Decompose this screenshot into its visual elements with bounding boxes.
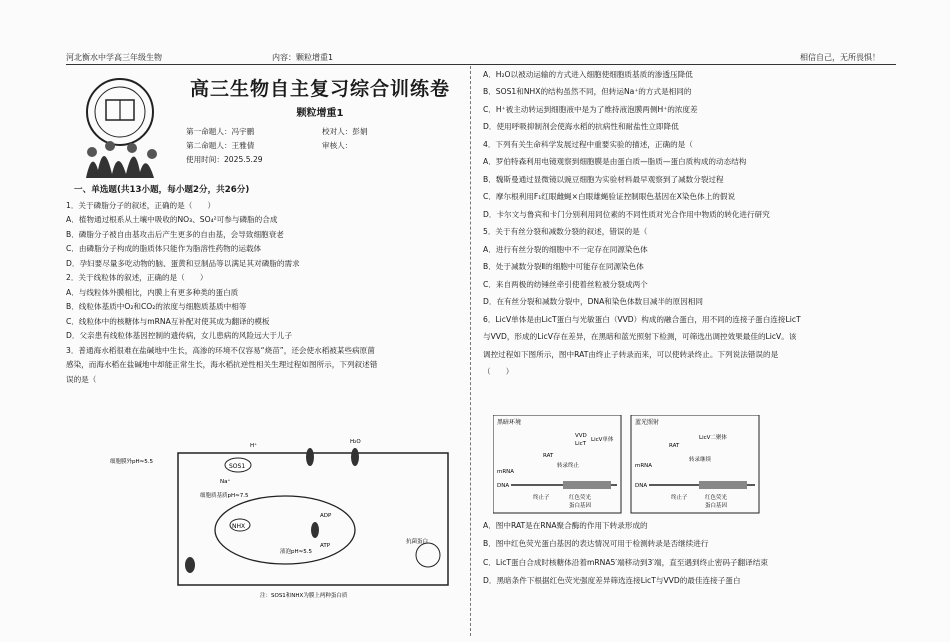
right-column-bottom xyxy=(483,521,893,586)
question-2: 2．关于线粒体的叙述，正确的是（ ） xyxy=(66,273,208,283)
adp-label: ADP xyxy=(320,513,332,519)
vacuole-pump xyxy=(311,522,319,538)
header-motto: 相信自己，无所畏惧！ xyxy=(800,53,880,62)
lict-label: LicT xyxy=(575,441,586,447)
continue-label: 转录继续 xyxy=(689,457,712,463)
question-1-option-b: B．磷脂分子被自由基攻击后产生更多的自由基，会导致细胞衰老 xyxy=(66,229,284,239)
question-6-option-d: D．黑暗条件下根据红色荧光强度差异筛选连接LicT与VVD的最佳连接子蛋白 xyxy=(483,576,741,586)
question-1-option-c: C．由磷脂分子构成的脂质体只能作为脂溶性药物的运载体 xyxy=(66,244,262,254)
column-divider xyxy=(470,66,471,636)
channel-1 xyxy=(306,448,314,466)
question-6-line2: 与VVD，形成的LicV存在差异，在黑暗和蓝光照射下检测，可筛选出调控效果最佳的LicV。该 xyxy=(483,332,797,342)
question-1: 1．关于磷脂分子的叙述，正确的是（ ） xyxy=(66,201,216,210)
q6-figure xyxy=(493,415,813,515)
question-3-line1: 3．普通海水稻很难在盐碱地中生长，高渗的环境不仅容易“烧苗”，还会使水稻被某些病原菌 xyxy=(66,345,375,355)
question-6-line1: 6．LicV单体是由LicT蛋白与光敏蛋白（VVD）构成的融合蛋白，用不同的连接子蛋白连接LicT xyxy=(483,314,801,324)
dna-label-dark: DNA xyxy=(497,483,510,489)
question-4: 4．下列有关生命科学发展过程中重要实验的描述，正确的是（ xyxy=(483,139,693,149)
question-3-option-d: D．使用呼吸抑制剂会使海水稻的抗病性和耐盐性立即降低 xyxy=(483,122,679,132)
vesicle xyxy=(416,543,440,567)
licv-monomer-label: LicV单体 xyxy=(591,437,614,443)
header-content: 内容：颗粒增重1 xyxy=(272,53,334,62)
terminator-label-dark: 终止子 xyxy=(533,495,550,501)
ph-vacuole-label: 液泡pH≈5.5 xyxy=(280,549,312,555)
figure-note: 注：SOS1和NHX为膜上两种蛋白质 xyxy=(260,593,348,599)
water-label: H₂O xyxy=(350,439,361,445)
mrna-label-blue: mRNA xyxy=(635,463,653,469)
question-1-option-d: D．孕妇要尽量多吃动物的脑、蛋黄和豆制品等以满足其对磷脂的需求 xyxy=(66,258,300,268)
question-3-line3: 误的是（ xyxy=(66,374,97,384)
protein-label: 抗菌蛋白 xyxy=(406,539,429,545)
question-2-option-d: D．父亲患有线粒体基因控制的遗传病，女儿患病的风险远大于儿子 xyxy=(66,331,293,341)
question-2-option-b: B．线粒体基质中O₂和CO₂的浓度与细胞质基质中相等 xyxy=(66,302,247,312)
termination-label: 转录终止 xyxy=(557,463,580,469)
header-rule xyxy=(66,64,896,65)
question-4-option-a: A．罗伯特森利用电镜观察到细胞膜是由蛋白质—脂质—蛋白质构成的动态结构 xyxy=(483,157,747,167)
question-6-option-b: B．图中红色荧光蛋白基因的表达情况可用于检测转录是否继续进行 xyxy=(483,539,709,549)
dna-label-blue: DNA xyxy=(635,483,648,489)
section-heading: 一、单选题(共13小题，每小题2分，共26分) xyxy=(74,185,250,195)
left-column xyxy=(66,201,464,384)
school-logo-icon xyxy=(72,70,167,182)
question-6-line4: （ ） xyxy=(483,367,514,377)
q3-figure xyxy=(110,435,450,600)
question-4-option-b: B．魏斯曼通过显微镜以豌豆细胞为实验材料最早观察到了减数分裂过程 xyxy=(483,174,724,184)
question-6-line3: 调控过程如下图所示，图中RAT由终止子转录而来，可以使转录终止。下列说法错误的是 xyxy=(483,349,779,359)
rat-label-dark: RAT xyxy=(543,453,554,459)
dark-label: 黑暗环境 xyxy=(497,419,522,426)
question-3-line2: 感染，而海水稻在盐碱地中却能正常生长，海水稻抗逆性相关生理过程如图所示，下列叙述错 xyxy=(66,360,378,370)
vvd-label: VVD xyxy=(575,433,587,439)
na-label: Na⁺ xyxy=(220,479,231,485)
nhx-label: NHX xyxy=(232,523,246,530)
question-6-option-a: A．图中RAT是在RNA聚合酶的作用下转录形成的 xyxy=(483,521,648,530)
ph-outside-label: 细胞膜外pH≈5.5 xyxy=(110,459,153,465)
question-4-option-c: C．摩尔根利用F₁红眼雌蝇×白眼雄蝇验证控制眼色基因在X染色体上的假说 xyxy=(483,192,736,202)
sos1-label: SOS1 xyxy=(229,463,246,470)
question-5-option-d: D．在有丝分裂和减数分裂中，DNA和染色体数目减半的原因相同 xyxy=(483,297,704,307)
question-3-option-c: C．H⁺被主动转运到细胞液中是为了维持液泡膜两侧H⁺的浓度差 xyxy=(483,104,698,114)
licv-dimer-label: LicV二聚体 xyxy=(699,435,727,441)
terminator-label-blue: 终止子 xyxy=(671,495,688,501)
question-5: 5．关于有丝分裂和减数分裂的叙述，错误的是（ xyxy=(483,227,648,237)
channel-2 xyxy=(351,448,359,466)
meta-proof: 校对人：彭娟 xyxy=(322,127,368,136)
question-6-option-c: C．LicT蛋白合成时核糖体沿着mRNA5′端移动到3′端，直至遇到终止密码子翻译结束 xyxy=(483,557,768,567)
question-2-option-a: A．与线粒体外膜相比，内膜上有更多种类的蛋白质 xyxy=(66,287,239,297)
question-3-option-b: B．SOS1和NHX的结构虽然不同，但转运Na⁺的方式是相同的 xyxy=(483,87,692,97)
question-1-option-a: A．植物通过根系从土壤中吸收的NO₃、SO₄²可参与磷脂的合成 xyxy=(66,215,278,225)
reporter-gene-blue xyxy=(699,481,747,489)
question-5-option-a: A．进行有丝分裂的细胞中不一定存在同源染色体 xyxy=(483,244,648,254)
meta-date: 使用时间：2025.5.29 xyxy=(186,155,263,164)
exam-subtitle: 颗粒增重1 xyxy=(296,108,344,119)
meta-review: 审核人： xyxy=(322,141,353,150)
reporter-gene-dark xyxy=(563,481,611,489)
ph-cytoplasm-label: 细胞质基质pH≈7.5 xyxy=(200,493,249,499)
meta-author1: 第一命题人：冯宇鹏 xyxy=(186,127,255,136)
hplus-label: H⁺ xyxy=(250,443,258,449)
meta-author2: 第二命题人：王雅倩 xyxy=(186,141,255,150)
question-5-option-c: C．来自两极的纺锤丝牵引使着丝粒被分裂成两个 xyxy=(483,279,648,289)
red-label1-dark: 红色荧光 xyxy=(569,495,592,501)
mrna-label-dark: mRNA xyxy=(497,469,515,475)
exam-title: 高三生物自主复习综合训练卷 xyxy=(190,78,451,100)
atp-label: ATP xyxy=(320,543,331,549)
red-label1-blue: 红色荧光 xyxy=(705,495,728,501)
question-3-option-a: A．H₂O以被动运输的方式进入细胞使细胞质基质的渗透压降低 xyxy=(483,70,693,79)
proton-pump xyxy=(185,557,195,573)
blue-label: 蓝光照射 xyxy=(635,419,660,426)
question-2-option-c: C．线粒体中的核糖体与mRNA互补配对使其成为翻译的模板 xyxy=(66,316,270,326)
rat-label-blue: RAT xyxy=(669,443,680,449)
header-school: 河北衡水中学高三年级生物 xyxy=(66,53,162,62)
red-label2-blue: 蛋白基因 xyxy=(705,503,728,509)
question-5-option-b: B．处于减数分裂Ⅱ的细胞中可能存在同源染色体 xyxy=(483,262,644,272)
question-4-option-d: D．卡尔文与鲁宾和卡门分别利用同位素的不同性质对光合作用中物质的转化进行研究 xyxy=(483,209,770,219)
right-column xyxy=(483,70,893,377)
red-label2-dark: 蛋白基因 xyxy=(569,503,592,509)
